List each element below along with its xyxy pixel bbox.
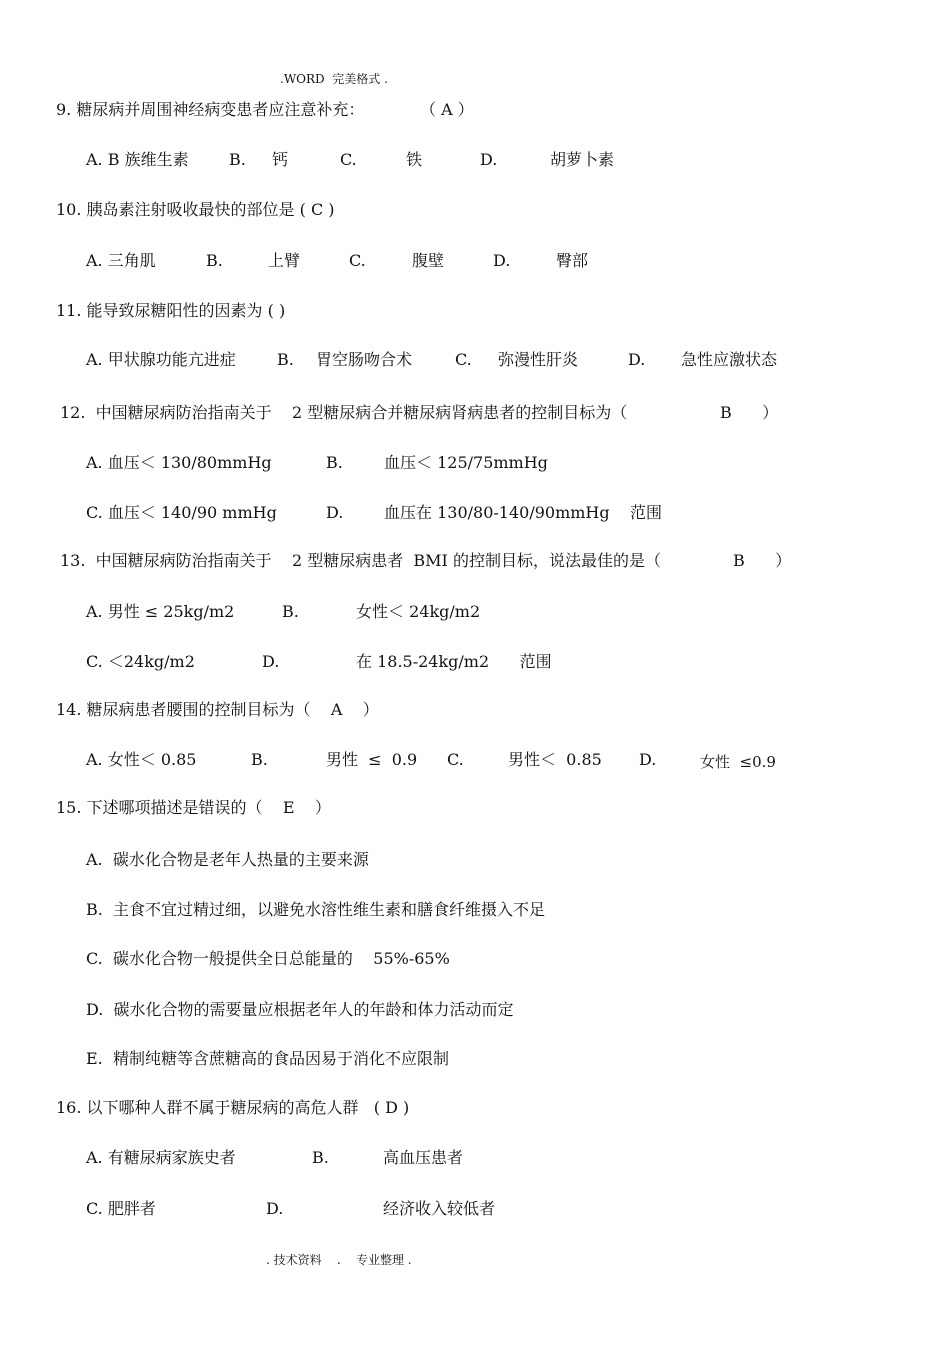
question-answer: B ）: [720, 403, 779, 422]
option-a: A. B 族维生素: [86, 150, 189, 169]
option-d-letter: D.: [628, 350, 646, 369]
option-a: A. 三角肌: [86, 251, 156, 270]
option-d-letter: D.: [480, 150, 498, 169]
option-c-text: 弥漫性肝炎: [498, 350, 579, 369]
option-b-text: 高血压患者: [383, 1148, 464, 1167]
question-stem: 10. 胰岛素注射吸收最快的部位是 ( C ): [56, 200, 335, 219]
option-c-text: 腹壁: [412, 251, 445, 270]
question-answer: B ）: [733, 551, 792, 570]
option-a: A. 碳水化合物是老年人热量的主要来源: [86, 850, 369, 869]
option-d: D. 碳水化合物的需要量应根据老年人的年龄和体力活动而定: [86, 1000, 514, 1019]
option-c-letter: C.: [340, 150, 357, 169]
option-d-text: 臀部: [556, 251, 589, 270]
question-stem: 13. 中国糖尿病防治指南关于 2 型糖尿病患者 BMI 的控制目标，说法最佳的是（: [60, 551, 661, 570]
option-c: C. 肥胖者: [86, 1199, 156, 1218]
option-c: C. 碳水化合物一般提供全日总能量的 55%-65%: [86, 949, 450, 968]
option-a: A. 甲状腺功能亢进症: [86, 350, 236, 369]
question-answer: （ A ）: [420, 100, 474, 119]
option-b-text: 血压＜ 125/75mmHg: [384, 453, 548, 472]
option-b-text: 女性＜ 24kg/m2: [356, 602, 481, 621]
option-e: E. 精制纯糖等含蔗糖高的食品因易于消化不应限制: [86, 1049, 449, 1068]
option-d-text: 胡萝卜素: [550, 150, 615, 169]
option-d-letter: D.: [326, 503, 344, 522]
option-d-letter: D.: [493, 251, 511, 270]
option-b-letter: B.: [326, 453, 343, 472]
option-c-letter: C.: [447, 750, 464, 769]
option-c-text: 男性＜ 0.85: [508, 750, 602, 769]
option-d-text: 女性 ≤0.9: [700, 753, 776, 771]
option-d-text: 急性应激状态: [681, 350, 778, 369]
question-stem: 14. 糖尿病患者腰围的控制目标为（ A ）: [56, 700, 379, 719]
option-c-letter: C.: [349, 251, 366, 270]
question-stem: 16. 以下哪种人群不属于糖尿病的高危人群 ( D ): [56, 1098, 410, 1117]
question-stem: 15. 下述哪项描述是错误的（ E ）: [56, 798, 331, 817]
option-a: A. 血压＜ 130/80mmHg: [86, 453, 272, 472]
option-b-letter: B.: [277, 350, 294, 369]
option-b-text: 上臂: [268, 251, 301, 270]
option-b-letter: B.: [312, 1148, 329, 1167]
question-stem: 9. 糖尿病并周围神经病变患者应注意补充：: [56, 100, 365, 119]
option-d-letter: D.: [266, 1199, 284, 1218]
option-d-letter: D.: [262, 652, 280, 671]
option-b-text: 胃空肠吻合术: [316, 350, 413, 369]
option-c-letter: C.: [455, 350, 472, 369]
option-d-text: 在 18.5-24kg/m2 范围: [356, 652, 552, 671]
question-stem: 11. 能导致尿糖阳性的因素为 ( ): [56, 301, 286, 320]
option-b-letter: B.: [282, 602, 299, 621]
page-header: .WORD 完美格式 .: [280, 72, 388, 86]
option-b-letter: B.: [251, 750, 268, 769]
option-a: A. 女性＜ 0.85: [86, 750, 197, 769]
option-b-text: 钙: [272, 150, 289, 169]
option-c: C. ＜24kg/m2: [86, 652, 195, 671]
option-c-text: 铁: [406, 150, 423, 169]
option-d-text: 经济收入较低者: [383, 1199, 496, 1218]
option-d-letter: D.: [639, 750, 657, 769]
option-b: B. 主食不宜过精过细，以避免水溶性维生素和膳食纤维摄入不足: [86, 900, 546, 919]
option-b-letter: B.: [206, 251, 223, 270]
option-a: A. 有糖尿病家族史者: [86, 1148, 236, 1167]
option-a: A. 男性 ≤ 25kg/m2: [86, 602, 235, 621]
option-b-letter: B.: [229, 150, 246, 169]
option-c: C. 血压＜ 140/90 mmHg: [86, 503, 277, 522]
page-footer: . 技术资料 . 专业整理 .: [266, 1253, 412, 1267]
question-stem: 12. 中国糖尿病防治指南关于 2 型糖尿病合并糖尿病肾病患者的控制目标为（: [60, 403, 628, 422]
option-d-text: 血压在 130/80-140/90mmHg 范围: [384, 503, 662, 522]
option-b-text: 男性 ≤ 0.9: [326, 750, 418, 769]
